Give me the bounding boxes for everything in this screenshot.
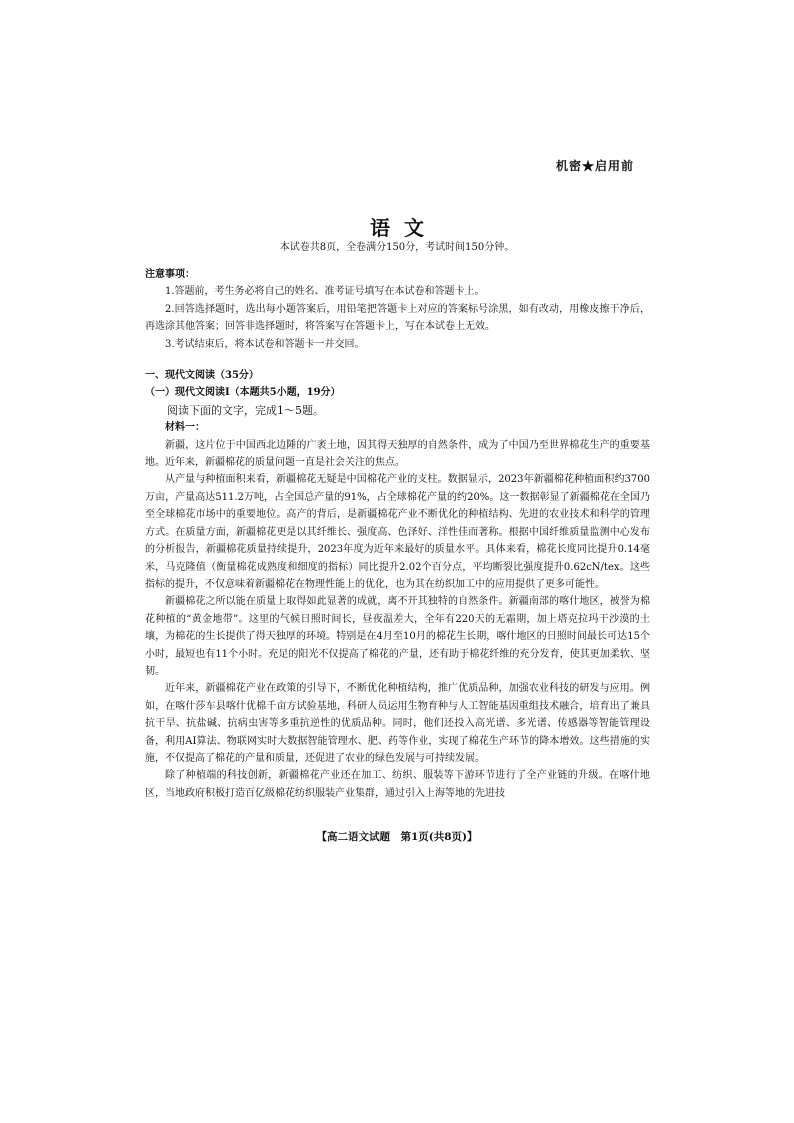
notice-item: 2.回答选择题时，选出每小题答案后，用铅笔把答题卡上对应的答案标号涂黑，如有改动，用橡皮擦干净后，再选涂其他答案；回答非选择题时，将答案写在答题卡上，写在本试卷上无效。 bbox=[145, 303, 650, 333]
page-footer: 【高二语文试题 第1页(共8页)】 bbox=[316, 831, 478, 843]
article-paragraph: 新疆，这片位于中国西北边陲的广袤土地，因其得天独厚的自然条件，成为了中国乃至世界棉花生产的重要基地。近年来，新疆棉花的质量问题一直是社会关注的焦点。 bbox=[145, 439, 650, 469]
section-heading: 一、现代文阅读（35分） bbox=[145, 370, 259, 382]
article-paragraph: 从产量与种植面积来看，新疆棉花无疑是中国棉花产业的支柱。数据显示，2023年新疆棉花种植面积约3700万亩，产量高达511.2万吨，占全国总产量的91%，占全球棉花产量的约20%。这一数据彰显了新疆棉花在全国乃至全球棉花市场中的重要地位。高产的背后，是新疆棉花产业不断优化的种植结构、先进的农业技术和科学的管理方式。在质量方面，新疆棉花更是以其纤维长、强度高、色泽好、洋性佳而著称。根据中国纤维质量监测中心发布的分析报告，新疆棉花质量持续提升，2023年度为近年来最好的质量水平。具体来看，棉花长度同比提升0.14毫米，马克隆值（衡量棉花成熟度和细度的指标）同比提升2.02个百分点，平均断裂比强度提升0.62cN/tex。这些指标的提升，不仅意味着新疆棉花在物理性能上的优化，也为其在纺织加工中的应用提供了更多可能性。 bbox=[145, 474, 650, 590]
exam-content bbox=[145, 266, 650, 802]
subsection-heading: （一）现代文阅读Ⅰ（本题共5小题，19分） bbox=[145, 387, 341, 399]
exam-title: 语文 bbox=[370, 216, 438, 240]
article-paragraph: 除了种植端的科技创新，新疆棉花产业还在加工、纺织、服装等下游环节进行了全产业链的升级。在喀什地区，当地政府积极打造百亿级棉花纺织服装产业集群，通过引入上海等地的先进技 bbox=[145, 770, 650, 799]
exam-subtitle: 本试卷共8页，全卷满分150分，考试时间150分钟。 bbox=[279, 242, 515, 253]
notice-item: 3.考试结束后，将本试卷和答题卡一并交回。 bbox=[165, 338, 365, 350]
article-paragraph: 近年来，新疆棉花产业在政策的引导下，不断优化种植结构，推广优质品种，加强农业科技的研发与应用。例如，在喀什莎车县喀什优棉千亩方试验基地，科研人员运用生物育种与人工智能基因重组技术融合，培育出了兼具抗干旱、抗盐碱、抗病虫害等多重抗逆性的优质品种。同时，他们还投入高光谱、多光谱、传感器等智能管理设备，利用AI算法、物联网实时大数据智能管理水、肥、药等作业，实现了棉花生产环节的降本增效。这些措施的实施，不仅提高了棉花的产量和质量，还促进了农业的绿色发展与可持续发展。 bbox=[145, 683, 650, 764]
notice-item: 1.答题前，考生务必将自己的姓名、准考证号填写在本试卷和答题卡上。 bbox=[165, 286, 485, 298]
notice-list bbox=[145, 283, 650, 353]
reading-instruction: 阅读下面的文字，完成1～5题。 bbox=[167, 403, 324, 417]
notice-heading: 注意事项： bbox=[145, 269, 195, 280]
confidential-mark: 机密★启用前 bbox=[555, 159, 634, 173]
material-label: 材料一： bbox=[165, 422, 205, 434]
article-paragraph: 新疆棉花之所以能在质量上取得如此显著的成就，离不开其独特的自然条件。新疆南部的喀什地区，被誉为棉花种植的“黄金地带”。这里的气候日照时间长，昼夜温差大，全年有220天的无霜期，加上塔克拉玛干沙漠的土壤，为棉花的生长提供了得天独厚的环境。特别是在4月至10月的棉花生长期，喀什地区的日照时间最长可达15个小时，最短也有11个小时。充足的阳光不仅提高了棉花的产量，还有助于棉花纤维的充分发育，使其更加柔软、坚韧。 bbox=[145, 596, 650, 677]
